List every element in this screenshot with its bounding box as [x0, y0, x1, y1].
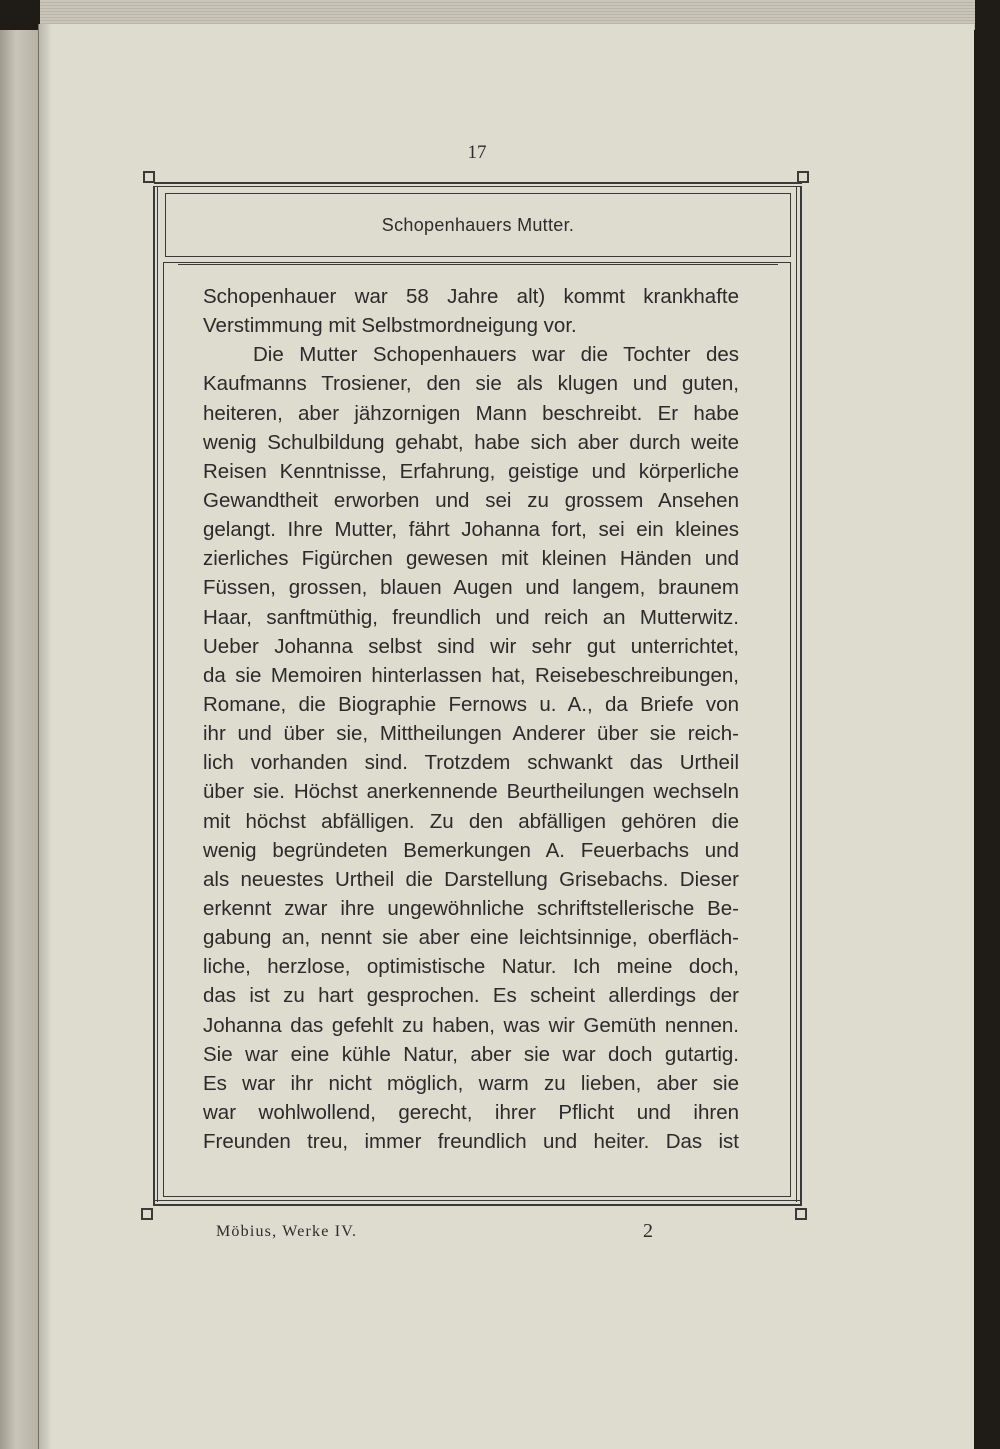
text-line: mit höchst abfälligen. Zu den abfälligen gehören die [203, 809, 739, 833]
facing-page-edge [0, 30, 40, 1449]
text-line: da sie Memoiren hinterlassen hat, Reisebeschreibungen, [203, 663, 739, 687]
text-line: Schopenhauer war 58 Jahre alt) kommt krankhafte [203, 285, 739, 308]
text-line: Romane, die Biographie Fernows u. A., da Briefe von [203, 692, 739, 716]
frame-corner-bottom-right [795, 1208, 807, 1220]
frame-corner-top-right [797, 171, 809, 183]
text-line: gelangt. Ihre Mutter, fährt Johanna fort, sei ein kleines [203, 518, 739, 542]
text-line: Sie war eine kühle Natur, aber sie war doch gutartig. [203, 1042, 739, 1066]
text-frame-top-rule [178, 264, 778, 265]
text-line: Haar, sanftmüthig, freundlich und reich an Mutterwitz. [203, 605, 739, 629]
body-text [203, 282, 739, 1156]
text-line: Füssen, grossen, blauen Augen und langem, braunem [203, 576, 739, 600]
text-line: Freunden treu, immer freundlich und heiter. Das ist [203, 1130, 739, 1154]
text-line: Die Mutter Schopenhauers war die Tochter des [253, 343, 739, 367]
frame-top-line [154, 182, 802, 184]
frame-bottom-line [154, 1204, 802, 1206]
text-line: über sie. Höchst anerkennende Beurtheilungen wechseln [203, 780, 739, 804]
text-line: Johanna das gefehlt zu haben, was wir Gemüth nennen. [203, 1013, 739, 1037]
text-line: erkennt zwar ihre ungewöhnliche schriftstellerische Be- [203, 896, 739, 920]
text-line: zierliches Figürchen gewesen mit kleinen Händen und [203, 547, 739, 571]
frame-corner-top-left [143, 171, 155, 183]
running-head-box [165, 193, 791, 257]
frame-right-line-inner [796, 186, 797, 1202]
frame-top-line-inner [154, 186, 802, 187]
gutter-shadow [38, 24, 52, 1449]
text-line: als neuestes Urtheil die Darstellung Grisebachs. Dieser [203, 867, 739, 891]
text-line: Gewandtheit erworben und sei zu grossem Ansehen [203, 488, 739, 512]
text-line: Ueber Johanna selbst sind wir sehr gut unterrichtet, [203, 634, 739, 658]
frame-left-line-inner [157, 186, 158, 1202]
text-line: war wohlwollend, gerecht, ihrer Pflicht und ihren [203, 1100, 739, 1124]
text-line: Verstimmung mit Selbstmordneigung vor. [203, 314, 577, 338]
page-number: 17 [467, 142, 487, 163]
text-line: gabung an, nennt sie aber eine leichtsinnige, oberfläch- [203, 926, 739, 950]
frame-left-line [153, 186, 155, 1206]
text-line: lich vorhanden sind. Trotzdem schwankt das Urtheil [203, 751, 739, 775]
text-line: heiteren, aber jähzornigen Mann beschreibt. Er habe [203, 401, 739, 425]
text-line: wenig begründeten Bemerkungen A. Feuerbachs und [203, 838, 739, 862]
text-line: wenig Schulbildung gehabt, habe sich aber durch weite [203, 430, 739, 454]
frame-right-line [800, 186, 802, 1206]
text-line: liche, herzlose, optimistische Natur. Ich meine doch, [203, 955, 739, 979]
footer-signature-mark: 2 [643, 1220, 653, 1242]
frame-corner-bottom-left [141, 1208, 153, 1220]
text-line: Kaufmanns Trosiener, den sie als klugen und guten, [203, 372, 739, 396]
text-line: das ist zu hart gesprochen. Es scheint allerdings der [203, 984, 739, 1008]
frame-bottom-line-inner [154, 1200, 802, 1201]
footer-author: Möbius, Werke IV. [216, 1223, 358, 1240]
running-head: Schopenhauers Mutter. [381, 214, 575, 235]
text-line: Es war ihr nicht möglich, warm zu lieben, aber sie [203, 1071, 739, 1095]
text-line: Reisen Kenntnisse, Erfahrung, geistige und körperliche [203, 459, 739, 483]
text-line: ihr und über sie, Mittheilungen Anderer über sie reich- [203, 722, 739, 746]
